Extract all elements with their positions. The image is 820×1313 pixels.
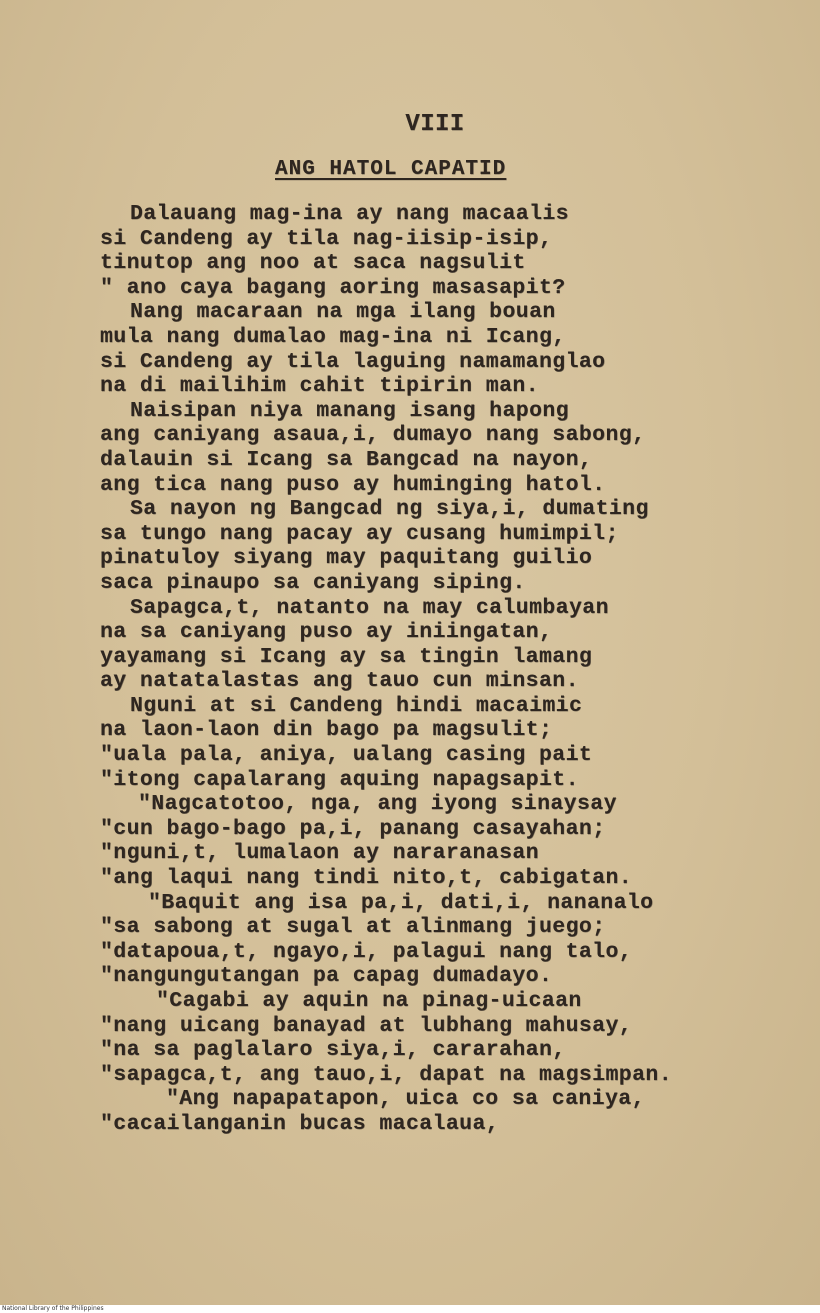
poem-line: "cacailanganin bucas macalaua, — [100, 1111, 500, 1136]
chapter-number: VIII — [405, 111, 465, 138]
poem-line: sa tungo nang pacay ay cusang humimpil; — [100, 521, 619, 546]
poem-line: "na sa paglalaro siya,i, cararahan, — [100, 1038, 566, 1063]
poem-line: si Candeng ay tila nag-iisip-isip, — [100, 226, 553, 251]
poem-line: tinutop ang noo at saca nagsulit — [100, 251, 526, 276]
poem-line: "ang laqui nang tindi nito,t, cabigatan. — [100, 866, 633, 891]
poem-line: "nang uicang banayad at lubhang mahusay, — [100, 1013, 633, 1038]
library-credit: National Library of the Philippines — [2, 1305, 104, 1312]
poem-line: "sapagca,t, ang tauo,i, dapat na magsimpan. — [100, 1062, 672, 1087]
poem-line: Sa nayon ng Bangcad ng siya,i, dumating — [130, 497, 649, 522]
poem-line: "nguni,t, lumalaon ay nararanasan — [100, 841, 539, 866]
poem-line: na di mailihim cahit tipirin man. — [100, 374, 539, 399]
poem-line: Nang macaraan na mga ilang bouan — [130, 300, 556, 325]
poem-line: Nguni at si Candeng hindi macaimic — [130, 693, 583, 718]
poem-line: "cun bago-bago pa,i, panang casayahan; — [100, 816, 606, 841]
poem-line: ang caniyang asaua,i, dumayo nang sabong, — [100, 423, 646, 448]
poem-line: mula nang dumalao mag-ina ni Icang, — [100, 324, 566, 349]
poem-line: "datapoua,t, ngayo,i, palagui nang talo, — [100, 939, 633, 964]
poem-line: "Cagabi ay aquin na pinag-uicaan — [156, 989, 582, 1013]
poem-line: ang tica nang puso ay huminging hatol. — [100, 472, 606, 497]
poem-line: "Ang napapatapon, uica co sa caniya, — [166, 1087, 645, 1112]
poem-line: Dalauang mag-ina ay nang macaalis — [130, 202, 569, 226]
poem-line: "uala pala, aniya, ualang casing pait — [100, 743, 593, 768]
chapter-title: ANG HATOL CAPATID — [275, 158, 507, 181]
poem-line: Sapagca,t, natanto na may calumbayan — [130, 595, 609, 620]
poem-line: saca pinaupo sa caniyang siping. — [100, 570, 526, 595]
poem-line: ay natatalastas ang tauo cun minsan. — [100, 669, 579, 694]
poem-line: "Baquit ang isa pa,i, dati,i, nananalo — [148, 890, 654, 915]
poem-text — [100, 202, 800, 1137]
poem-line: Naisipan niya manang isang hapong — [130, 398, 569, 423]
poem-line: "sa sabong at sugal at alinmang juego; — [100, 915, 606, 940]
poem-line: "nangungutangan pa capag dumadayo. — [100, 964, 553, 989]
poem-line: na sa caniyang puso ay iniingatan, — [100, 620, 553, 645]
poem-line: "itong capalarang aquing napagsapit. — [100, 767, 579, 792]
poem-line: "Nagcatotoo, nga, ang iyong sinaysay — [138, 792, 617, 817]
poem-line: pinatuloy siyang may paquitang guilio — [100, 546, 593, 571]
poem-line: yayamang si Icang ay sa tingin lamang — [100, 644, 593, 669]
poem-line: dalauin si Icang sa Bangcad na nayon, — [100, 447, 593, 472]
poem-line: " ano caya bagang aoring masasapit? — [100, 275, 566, 300]
footer-strip — [0, 1305, 820, 1313]
poem-line: si Candeng ay tila laguing namamanglao — [100, 349, 606, 374]
poem-line: na laon-laon din bago pa magsulit; — [100, 718, 553, 743]
